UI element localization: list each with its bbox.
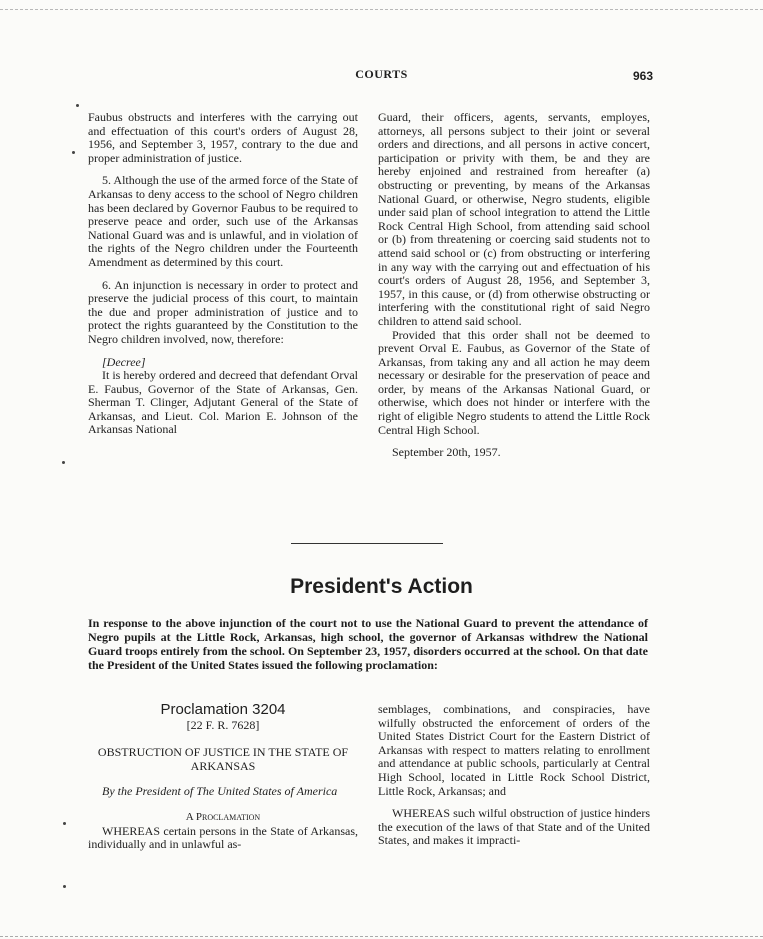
proclamation-title: Proclamation 3204 <box>160 701 286 718</box>
proclamation-paragraph-1: WHEREAS certain persons in the State of Arkansas, individually and in unlawful as- <box>88 823 358 852</box>
proclamation-citation: [22 F. R. 7628] <box>186 717 260 732</box>
running-title: COURTS <box>355 67 408 81</box>
order-date: September 20th, 1957. <box>392 445 501 460</box>
page-number: 963 <box>632 69 653 83</box>
bottom-scan-edge <box>0 936 763 937</box>
proclamation-left-column <box>88 703 358 852</box>
scan-speck <box>72 151 75 154</box>
left-paragraph-3: 6. An injunction is necessary in order to protect and preserve the judicial process of this court, to maintain the due and proper administration of justice and to protect the rights guaranteed by the Constitution to the Negro children involved, now, therefore: <box>88 277 358 346</box>
proclamation-right-column <box>378 703 650 848</box>
proclamation-kind: A Proclamation <box>185 810 261 823</box>
section-intro: In response to the above injunction of the court not to use the National Guard to prevent the attendance of Negro pupils at the Little Rock, Arkansas, high school, the governor of Arkansas withdrew the National Guard troops entirely from the school. On September 23, 1957, disorders occurred at the school. On that date the President of the United States issued the following proclamation: <box>88 616 648 672</box>
scan-speck <box>63 885 66 888</box>
running-head <box>0 67 763 85</box>
left-paragraph-4: It is hereby ordered and decreed that defendant Orval E. Faubus, Governor of the State of Arkansas, Gen. Sherman T. Clinger, Adjutant General of the State of Arkansas, and Lieut. Col. Marion E. Johnson of the Arkansas National <box>88 368 358 437</box>
proclamation-subject: OBSTRUCTION OF JUSTICE IN THE STATE OF ARKANSAS <box>97 745 349 773</box>
proclamation-right-paragraph-2: WHEREAS such wilful obstruction of justice hinders the execution of the laws of that State and of the United States, and makes it impracti- <box>378 806 650 848</box>
section-divider <box>291 543 443 544</box>
scan-speck <box>62 461 65 464</box>
right-paragraph-2: Provided that this order shall not be deemed to prevent Orval E. Faubus, as Governor of the State of Arkansas, from taking any and all action he may deem necessary or desirable for the preservation of peace and order, by means of the Arkansas National Guard, or otherwise, which does not hinder or interfere with the right of eligible Negro students to attend the Little Rock Central High School. <box>378 327 650 437</box>
scan-speck <box>76 104 79 107</box>
left-paragraph-2: 5. Although the use of the armed force of the State of Arkansas to deny access to the school of Negro children has been declared by Governor Faubus to be required to preserve peace and order, such use of the Arkansas National Guard was and is unlawful, and in violation of the rights of the Negro children under the Fourteenth Amendment as determined by this court. <box>88 173 358 269</box>
left-column <box>88 111 358 437</box>
proclamation-right-paragraph-1: semblages, combinations, and conspiracies, have wilfully obstructed the enforcement of orders of the United States District Court for the Eastern District of Arkansas with respect to matters relating to enrollment and attendance at public schools, particularly at Central High School, located in Little Rock School District, Little Rock, Arkansas; and <box>378 702 650 798</box>
right-paragraph-1: Guard, their officers, agents, servants, employes, attorneys, all persons subject to their joint or several orders and directions, and all persons in active concert, participation or privity with them, be and they are hereby enjoined and restrained from hereafter (a) obstructing or preventing, by means of the Arkansas National Guard, or otherwise, Negro students, eligible under said plan of school integration to attend the Little Rock Central High School, from attending said school or (b) from threatening or coercing said students not to attend said school or (c) from obstructing or interfering in any way with the carrying out and effectuation of his court's orders of August 28, 1956, and September 3, 1957, in this cause, or (d) from otherwise obstructing or interfering with the constitutional right of said Negro children to attend said school. <box>378 110 650 328</box>
top-scan-edge <box>0 9 763 10</box>
right-column <box>378 111 650 460</box>
decree-heading: [Decree] <box>102 354 146 369</box>
scan-speck <box>63 822 66 825</box>
section-title: President's Action <box>290 575 473 598</box>
left-paragraph-1: Faubus obstructs and interferes with the carrying out and effectuation of this court's orders of August 28, 1956, and September 3, 1957, contrary to the due and proper administration of justice. <box>88 110 358 165</box>
proclamation-by-line: By the President of The United States of America <box>102 784 338 799</box>
